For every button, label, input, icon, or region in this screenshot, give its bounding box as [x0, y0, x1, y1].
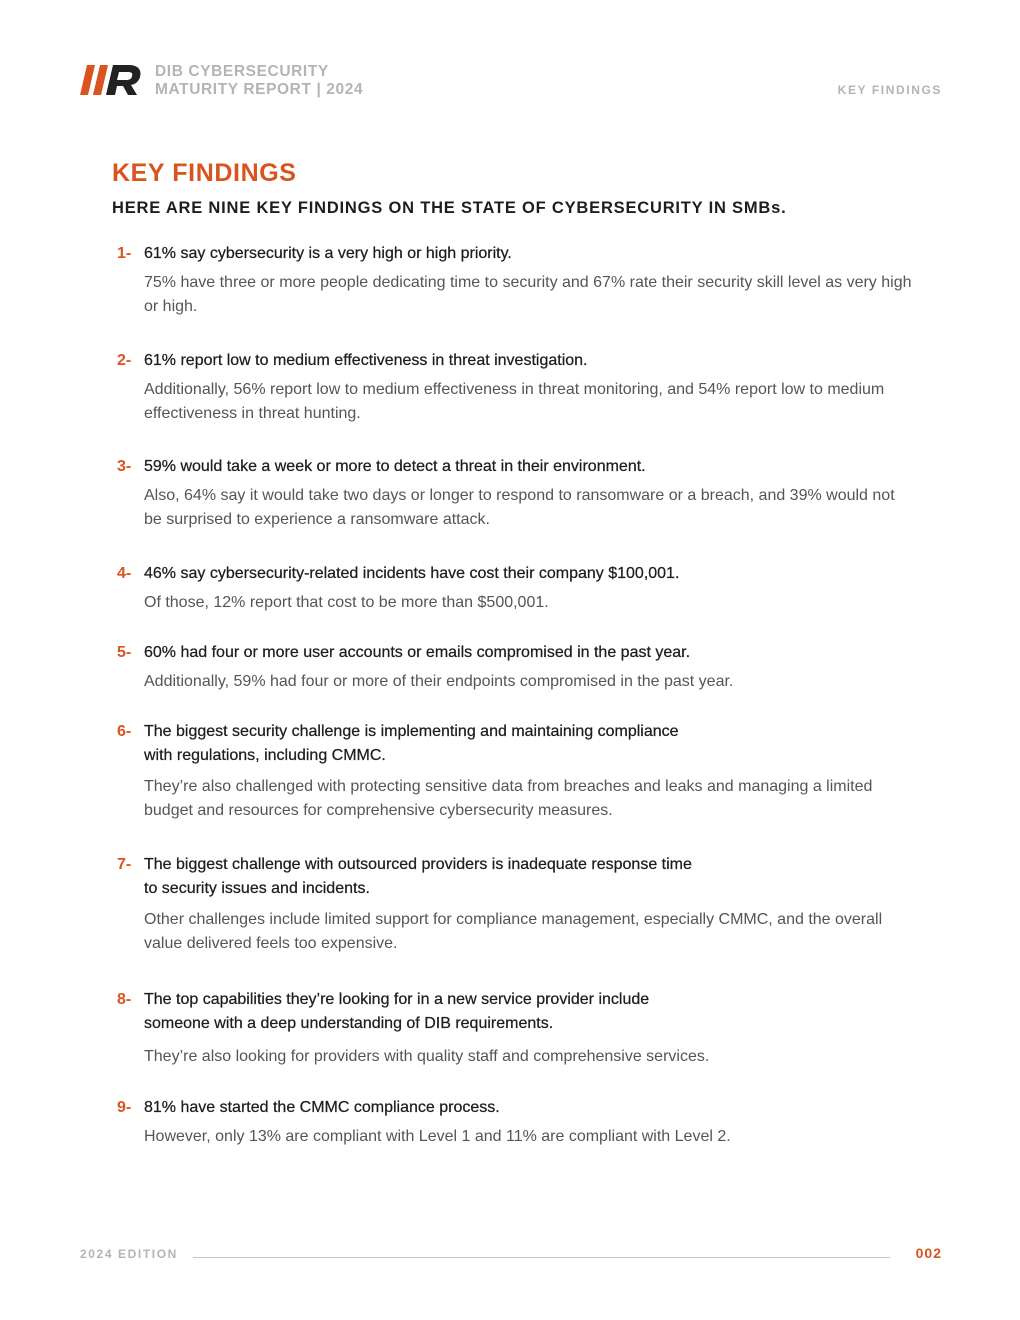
finding-detail: Of those, 12% report that cost to be more than $500,001.: [144, 594, 549, 611]
iir-logo-icon: [80, 62, 142, 98]
finding-detail: They’re also looking for providers with quality staff and comprehensive services.: [144, 1048, 710, 1065]
finding-4: [112, 562, 912, 615]
finding-lead-line2: someone with a deep understanding of DIB requirements.: [144, 1015, 554, 1032]
finding-number: 3-: [117, 458, 132, 475]
finding-lead: [144, 720, 912, 768]
finding-detail: However, only 13% are compliant with Level 1 and 11% are compliant with Level 2.: [144, 1128, 731, 1145]
finding-number: 2-: [117, 352, 132, 369]
finding-lead: 61% say cybersecurity is a very high or high priority.: [144, 245, 512, 262]
edition-label: 2024 EDITION: [80, 1247, 178, 1261]
page-header: [80, 62, 942, 102]
finding-2: [112, 349, 912, 426]
report-title: [155, 63, 363, 98]
finding-7: [112, 853, 912, 956]
finding-lead-line1: The biggest security challenge is implementing and maintaining compliance: [144, 723, 679, 740]
finding-number: 7-: [117, 856, 132, 873]
finding-lead: 59% would take a week or more to detect a threat in their environment.: [144, 458, 646, 475]
finding-number: 4-: [117, 565, 132, 582]
finding-number: 6-: [117, 723, 132, 740]
finding-lead: 81% have started the CMMC compliance process.: [144, 1099, 500, 1116]
finding-8: [112, 988, 912, 1069]
finding-number: 9-: [117, 1099, 132, 1116]
finding-lead: 61% report low to medium effectiveness in threat investigation.: [144, 352, 588, 369]
finding-9: [112, 1096, 912, 1149]
page-footer: [80, 1244, 942, 1264]
finding-lead-line1: The top capabilities they’re looking for in a new service provider include: [144, 991, 650, 1008]
finding-detail: They’re also challenged with protecting sensitive data from breaches and leaks and managing a limited budget and resources for comprehensive cybersecurity measures.: [144, 778, 873, 819]
finding-lead-line1: The biggest challenge with outsourced providers is inadequate response time: [144, 856, 692, 873]
finding-6: [112, 720, 912, 823]
finding-detail: Also, 64% say it would take two days or longer to respond to ransomware or a breach, and 39% would not be surprised to experience a ransomware attack.: [144, 487, 895, 528]
finding-detail: Other challenges include limited support for compliance management, especially CMMC, and the overall value delivered feels too expensive.: [144, 911, 883, 952]
section-label: KEY FINDINGS: [837, 83, 942, 97]
finding-3: [112, 455, 912, 532]
finding-detail: Additionally, 59% had four or more of their endpoints compromised in the past year.: [144, 673, 734, 690]
finding-number: 5-: [117, 644, 132, 661]
report-title-line2: MATURITY REPORT | 2024: [155, 80, 364, 98]
finding-lead: [144, 853, 912, 901]
finding-1: [112, 242, 912, 319]
finding-lead-line2: to security issues and incidents.: [144, 880, 370, 897]
finding-lead: 46% say cybersecurity-related incidents have cost their company $100,001.: [144, 565, 680, 582]
footer-divider: [193, 1257, 890, 1258]
finding-lead: 60% had four or more user accounts or emails compromised in the past year.: [144, 644, 691, 661]
finding-number: 1-: [117, 245, 132, 262]
finding-5: [112, 641, 912, 694]
page-subtitle: HERE ARE NINE KEY FINDINGS ON THE STATE OF CYBERSECURITY IN SMBs.: [112, 199, 787, 217]
finding-lead-line2: with regulations, including CMMC.: [144, 747, 386, 764]
report-title-line1: DIB CYBERSECURITY: [155, 63, 329, 80]
finding-lead: [144, 988, 912, 1036]
finding-number: 8-: [117, 991, 132, 1008]
finding-detail: 75% have three or more people dedicating time to security and 67% rate their security skill level as very high or high.: [144, 274, 912, 315]
page-number: 002: [915, 1245, 942, 1261]
finding-detail: Additionally, 56% report low to medium effectiveness in threat monitoring, and 54% report low to medium effectiveness in threat hunting.: [144, 381, 885, 422]
page-title: KEY FINDINGS: [112, 159, 297, 187]
